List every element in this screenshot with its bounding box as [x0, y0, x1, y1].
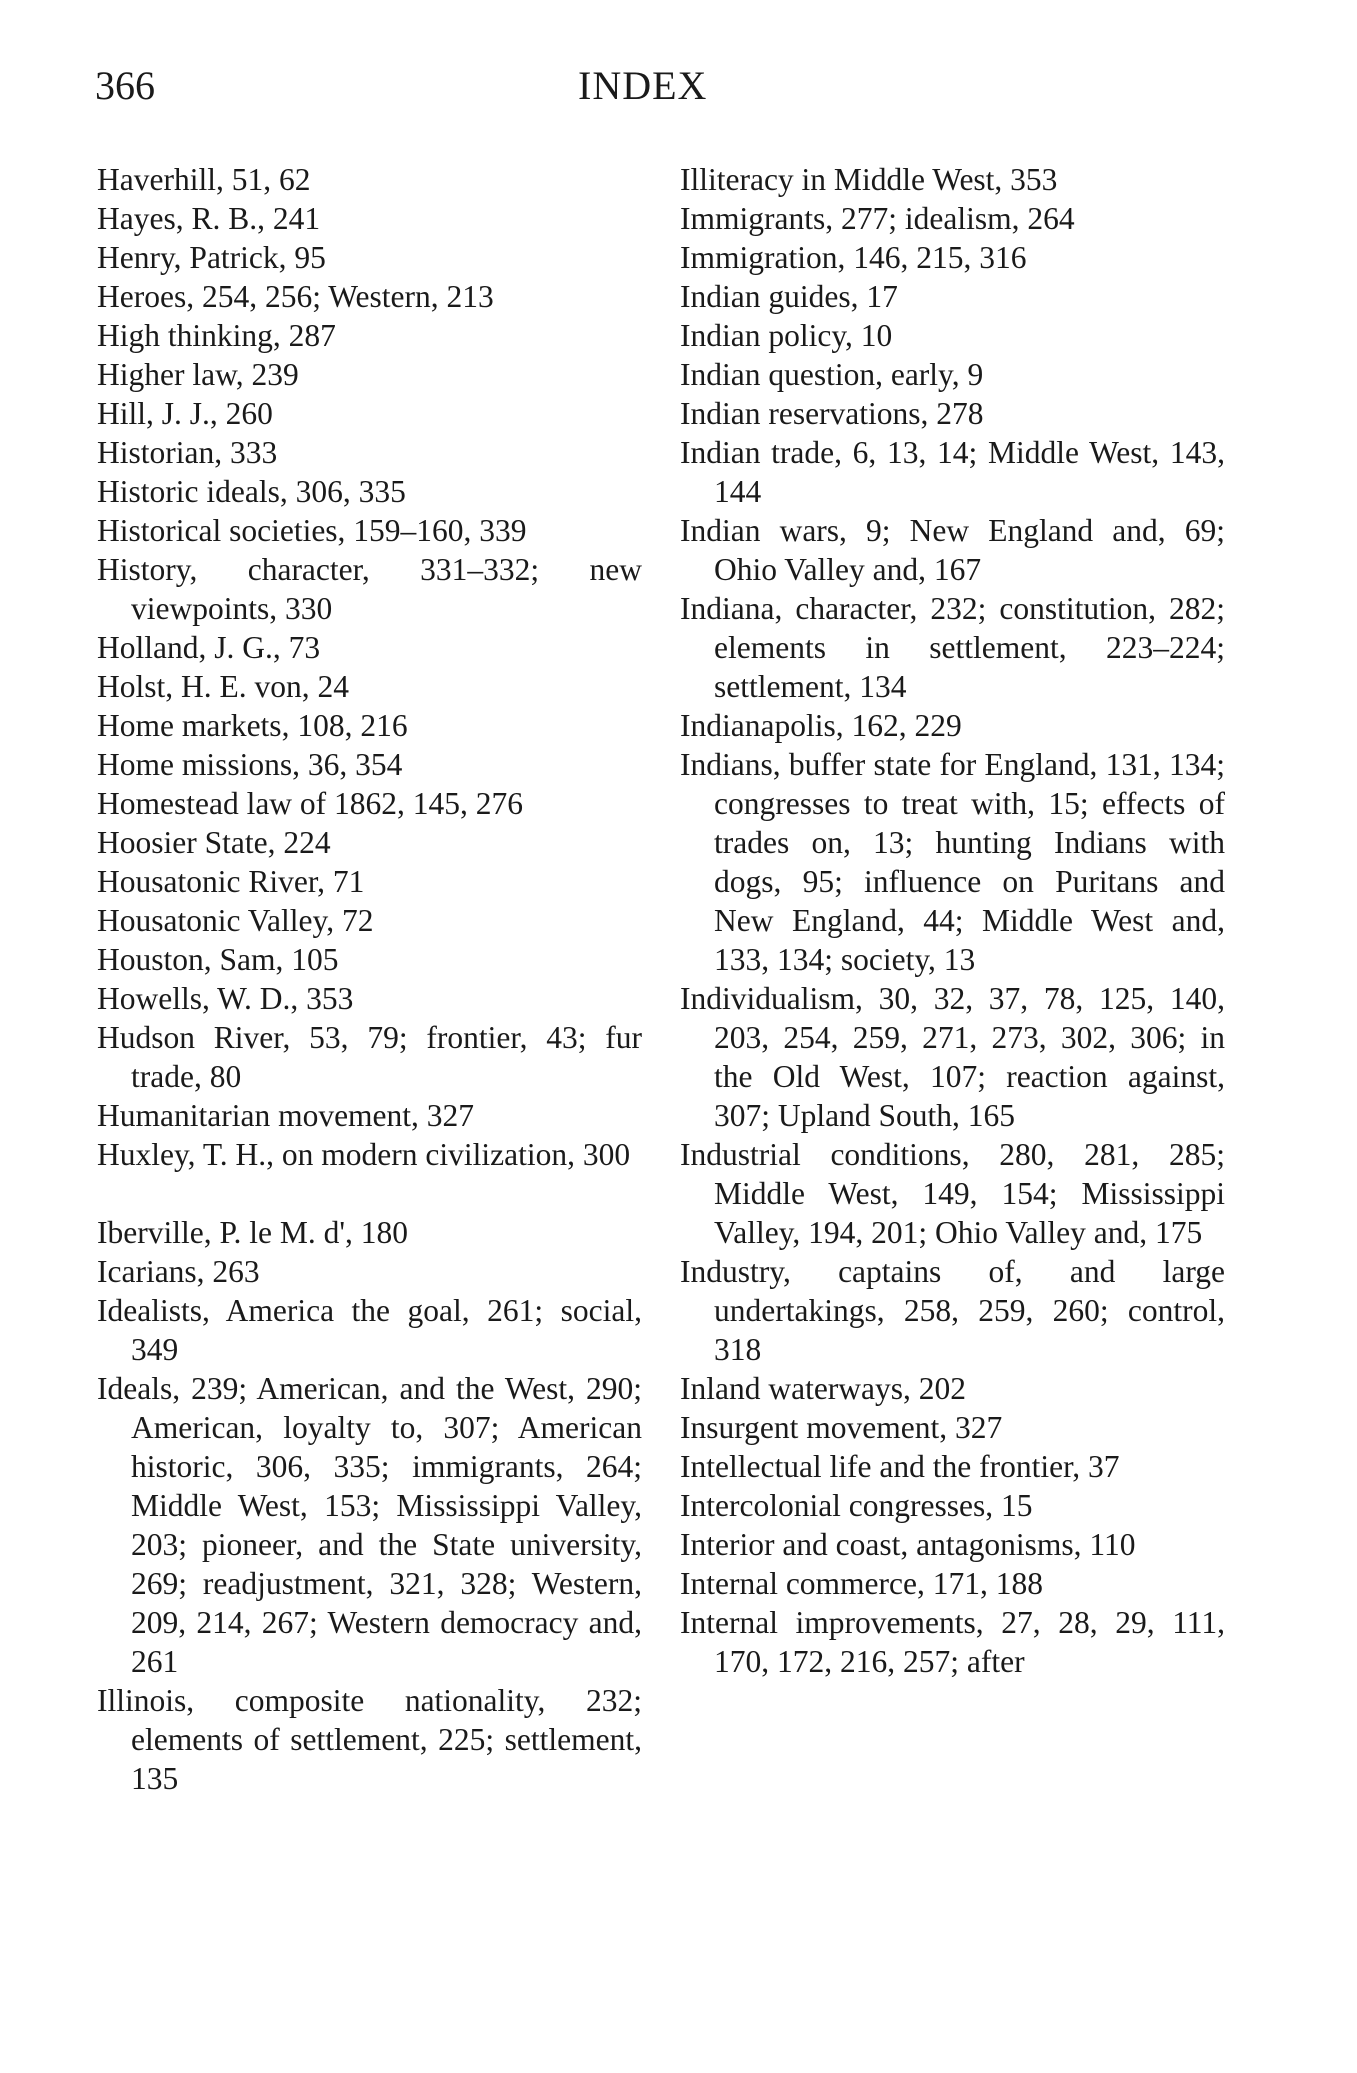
- index-entry: Internal commerce, 171, 188: [680, 1566, 1043, 1601]
- index-entry: Immigration, 146, 215, 316: [680, 240, 1027, 275]
- index-entry: Housatonic Valley, 72: [97, 903, 374, 938]
- index-entry: Individualism, 30, 32, 37, 78, 125, 140, 203, 254, 259, 271, 273, 302, 306; in the Old West, 107; reaction against, 307; Upland South, 165: [680, 981, 1225, 1133]
- index-entry: Higher law, 239: [97, 357, 299, 392]
- index-entry: Home missions, 36, 354: [97, 747, 403, 782]
- index-entry: Indian policy, 10: [680, 318, 893, 353]
- index-entry: Hill, J. J., 260: [97, 396, 273, 431]
- index-entry: Huxley, T. H., on modern civilization, 300: [97, 1137, 631, 1172]
- index-entry: History, character, 331–332; new viewpoints, 330: [97, 552, 642, 626]
- index-entry: Idealists, America the goal, 261; social, 349: [97, 1293, 642, 1367]
- index-entry: Heroes, 254, 256; Western, 213: [97, 279, 494, 314]
- index-entry: Historic ideals, 306, 335: [97, 474, 406, 509]
- index-entry: Indian trade, 6, 13, 14; Middle West, 143, 144: [680, 435, 1225, 509]
- index-entry: Internal improvements, 27, 28, 29, 111, 170, 172, 216, 257; after: [680, 1605, 1225, 1679]
- index-entry: Howells, W. D., 353: [97, 981, 354, 1016]
- index-entry: Indian reservations, 278: [680, 396, 984, 431]
- index-entry: Indian guides, 17: [680, 279, 898, 314]
- index-entry: Historical societies, 159–160, 339: [97, 513, 527, 548]
- index-entry: Industry, captains of, and large undertakings, 258, 259, 260; control, 318: [680, 1254, 1225, 1367]
- index-entry: Humanitarian movement, 327: [97, 1098, 475, 1133]
- index-entry: Ideals, 239; American, and the West, 290; American, loyalty to, 307; American historic, 306, 335; immigrants, 264; Middle West, 153; Mississippi Valley, 203; pioneer, and the State university, 269; readjustment, 321, 328; Western, 209, 214, 267; Western democracy and, 261: [97, 1371, 642, 1679]
- index-entry: Haverhill, 51, 62: [97, 162, 311, 197]
- index-entry: Intellectual life and the frontier, 37: [680, 1449, 1120, 1484]
- index-entry: Illinois, composite nationality, 232; elements of settlement, 225; settlement, 135: [97, 1683, 642, 1796]
- index-entry: Icarians, 263: [97, 1254, 260, 1289]
- index-entry: Insurgent movement, 327: [680, 1410, 1003, 1445]
- index-entry: Hudson River, 53, 79; frontier, 43; fur trade, 80: [97, 1020, 642, 1094]
- index-entry: Indian question, early, 9: [680, 357, 984, 392]
- index-entry: Housatonic River, 71: [97, 864, 365, 899]
- index-entry: Indianapolis, 162, 229: [680, 708, 962, 743]
- index-entry: Industrial conditions, 280, 281, 285; Middle West, 149, 154; Mississippi Valley, 194, 201; Ohio Valley and, 175: [680, 1137, 1225, 1250]
- index-left-column: [97, 160, 642, 1798]
- page-title: INDEX: [578, 63, 708, 108]
- index-entry: Hayes, R. B., 241: [97, 201, 321, 236]
- index-entry: Home markets, 108, 216: [97, 708, 408, 743]
- index-entry: Homestead law of 1862, 145, 276: [97, 786, 524, 821]
- index-entry: Inland waterways, 202: [680, 1371, 967, 1406]
- index-entry: Indiana, character, 232; constitution, 282; elements in settlement, 223–224; settlement, 134: [680, 591, 1225, 704]
- index-entry: Interior and coast, antagonisms, 110: [680, 1527, 1136, 1562]
- index-right-column: [680, 160, 1225, 1681]
- index-entry: Indian wars, 9; New England and, 69; Ohio Valley and, 167: [680, 513, 1225, 587]
- index-entry: Historian, 333: [97, 435, 278, 470]
- index-entry: Houston, Sam, 105: [97, 942, 339, 977]
- index-entry: Hoosier State, 224: [97, 825, 331, 860]
- index-entry: Henry, Patrick, 95: [97, 240, 326, 275]
- index-entry: Intercolonial congresses, 15: [680, 1488, 1033, 1523]
- index-entry: Illiteracy in Middle West, 353: [680, 162, 1058, 197]
- index-entry: Indians, buffer state for England, 131, 134; congresses to treat with, 15; effects of trades on, 13; hunting Indians with dogs, 95; influence on Puritans and New England, 44; Middle West and, 133, 134; society, 13: [680, 747, 1225, 977]
- index-entry: High thinking, 287: [97, 318, 336, 353]
- index-entry: Holland, J. G., 73: [97, 630, 321, 665]
- index-entry: Iberville, P. le M. d', 180: [97, 1215, 409, 1250]
- index-entry: Holst, H. E. von, 24: [97, 669, 349, 704]
- page-number: 366: [95, 63, 155, 108]
- index-entry: Immigrants, 277; idealism, 264: [680, 201, 1075, 236]
